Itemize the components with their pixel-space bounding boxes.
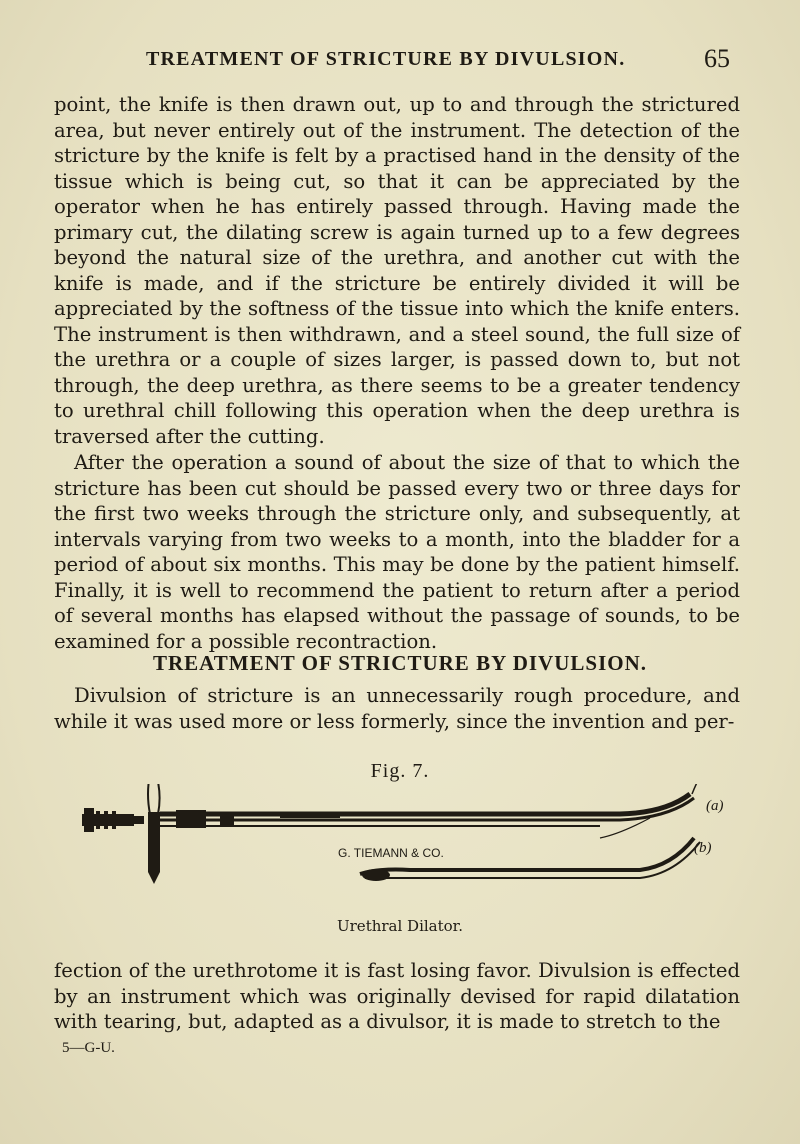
- paragraph-continuation: point, the knife is then drawn out, up to and through the strictured area, but never entirely out of the instrument. The detection of the stricture by the knife is felt by a practised hand in the density of the tissue which is being cut, so that it can be appreciated by the operator when he has entirely passed through. Having made the primary cut, the dilating screw is again turned up to a few degrees beyond the natural size of the urethra, and another cut with the knife is made, and if the stricture be entirely divided it will be appreciated by the softness of the tissue into which the knife enters. The instrument is then withdrawn, and a steel sound, the full size of the urethra or a couple of sizes larger, is passed down to, but not through, the deep urethra, as there seems to be a greater tendency to urethral chill following this operation when the deep urethra is traversed after the cutting.: [54, 93, 740, 448]
- figure-label: Fig. 7.: [370, 760, 430, 782]
- dilator-handle: [82, 808, 144, 832]
- paragraph-aftercare: After the operation a sound of about the size of that to which the stricture has been cut should be passed every two or three days for the first two weeks through the stricture only, and subsequently, at intervals varying from two weeks to a month, into the bladder for a period of about six months. This may be done by the patient himself. Finally, it is well to recommend the patient to return after a period of several months has elapsed without the passage of sounds, to be examined for a possible recontraction.: [54, 451, 740, 653]
- figure-caption: Urethral Dilator.: [337, 917, 463, 935]
- urethral-dilator-illustration: [80, 784, 740, 914]
- section-heading: TREATMENT OF STRICTURE BY DIVULSION.: [152, 651, 647, 675]
- page-number: 65: [704, 44, 730, 73]
- paragraph-divulsion-intro: Divulsion of stricture is an unnecessarily rough procedure, and while it was used more or less formerly, since the invention and per-: [54, 684, 740, 733]
- signature-mark: 5—G-U.: [62, 1040, 115, 1056]
- dilator-crossbar: [148, 784, 160, 884]
- callout-b: (b): [694, 840, 712, 856]
- maker-mark: G. TIEMANN & CO.: [338, 846, 444, 860]
- paragraph-divulsion-continued: fection of the urethrotome it is fast losing favor. Divulsion is effected by an instrument which was originally devised for rapid dilatation with tearing, but, adapted as a divulsor, it is made to stretch to the: [54, 959, 740, 1033]
- callout-a: (a): [706, 798, 724, 814]
- running-head: [120, 44, 730, 74]
- dilator-shafts: [160, 784, 708, 828]
- running-title: TREATMENT OF STRICTURE BY DIVULSION.: [146, 48, 626, 70]
